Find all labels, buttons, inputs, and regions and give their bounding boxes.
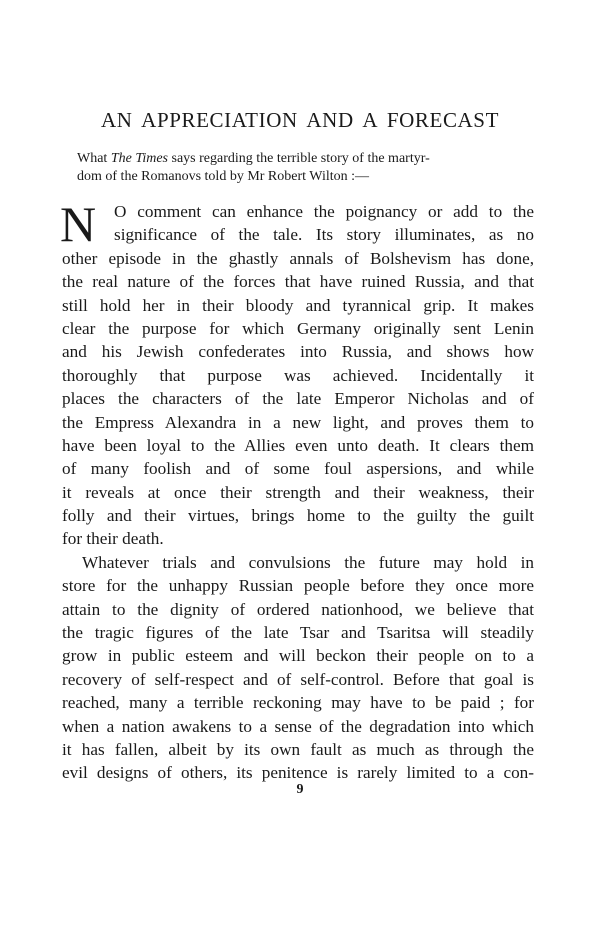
- text-line: store for the unhappy Russian people before they once more: [62, 576, 534, 596]
- text-line: other episode in the ghastly annals of Bolshevism has done,: [62, 248, 534, 268]
- page-number: 9: [296, 782, 304, 797]
- text-line: reached, many a terrible reckoning may have to be paid ; for: [62, 693, 534, 713]
- text-line: for their death.: [62, 529, 164, 549]
- text-line: of many foolish and of some foul aspersions, and while: [62, 459, 534, 479]
- text-line: it reveals at once their strength and their weakness, their: [62, 482, 534, 502]
- text-line: the tragic figures of the late Tsar and Tsaritsa will steadily: [62, 623, 534, 643]
- text-line: it has fallen, albeit by its own fault as much as through the: [62, 739, 534, 759]
- text-line: attain to the dignity of ordered nationhood, we believe that: [62, 599, 534, 619]
- text-line: evil designs of others, its penitence is rarely limited to a con-: [62, 763, 534, 783]
- paragraph-1: [60, 196, 534, 551]
- text-line: the real nature of the forces that have ruined Russia, and that: [62, 272, 534, 292]
- chapter-title: AN APPRECIATION AND A FORECAST: [100, 108, 500, 132]
- body-text: [60, 196, 534, 785]
- text-line: O comment can enhance the poignancy or add to the: [114, 202, 534, 221]
- text-line: recovery of self-respect and of self-control. Before that goal is: [62, 669, 534, 689]
- intro-line-1-pre: What: [77, 151, 111, 166]
- text-line: grow in public esteem and will beckon their people on to a: [62, 646, 534, 666]
- intro-line-1-post: says regarding the terrible story of the martyr-: [168, 151, 430, 166]
- intro-line-1: [77, 150, 537, 168]
- drop-cap: N: [60, 196, 97, 252]
- newspaper-name: The Times: [110, 151, 169, 166]
- paragraph-2: [62, 551, 534, 785]
- text-line: still hold her in their bloody and tyrannical grip. It makes: [62, 295, 534, 315]
- text-line: have been loyal to the Allies even unto death. It clears them: [62, 435, 534, 455]
- intro-note: [77, 150, 537, 186]
- text-line: clear the purpose for which Germany originally sent Lenin: [62, 318, 534, 338]
- text-line: thoroughly that purpose was achieved. Incidentally it: [62, 365, 534, 385]
- text-line: places the characters of the late Emperor Nicholas and of: [62, 389, 534, 409]
- intro-line-2: dom of the Romanovs told by Mr Robert Wilton :—: [77, 169, 369, 184]
- text-line: folly and their virtues, brings home to the guilty the guilt: [62, 506, 534, 526]
- text-line: and his Jewish confederates into Russia, and shows how: [62, 342, 534, 362]
- text-line: when a nation awakens to a sense of the degradation into which: [62, 716, 534, 736]
- text-line: Whatever trials and convulsions the future may hold in: [82, 552, 534, 572]
- text-line: the Empress Alexandra in a new light, and proves them to: [62, 412, 534, 432]
- text-line: significance of the tale. Its story illuminates, as no: [114, 225, 534, 245]
